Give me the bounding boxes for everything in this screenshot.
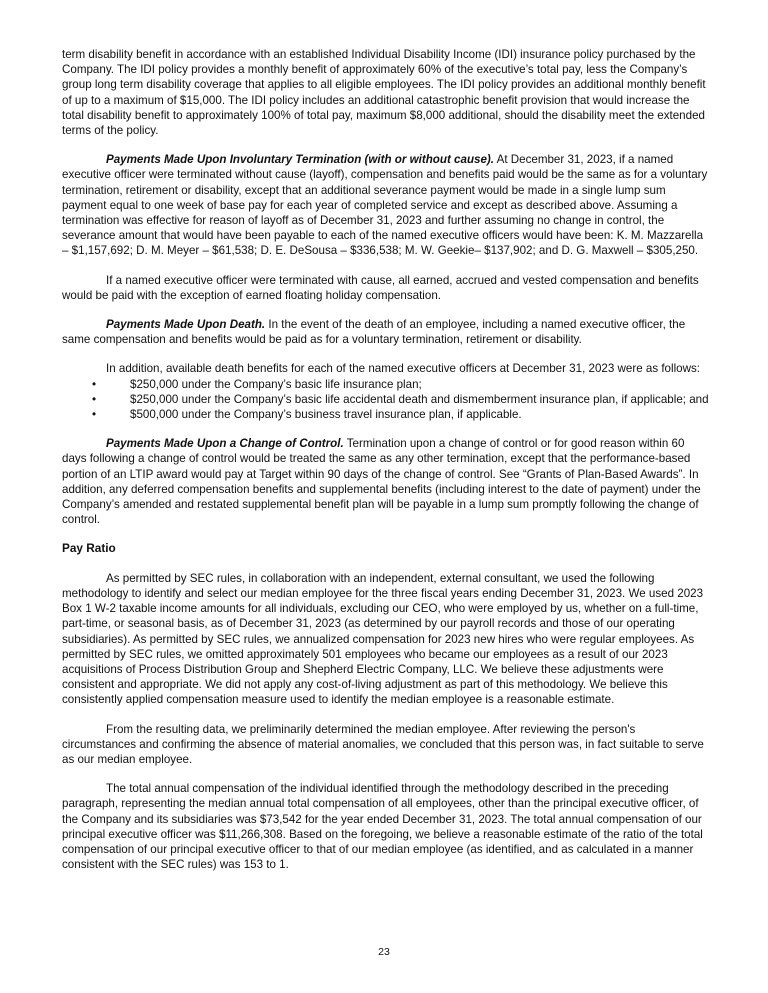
paragraph-termination-with-cause: If a named executive officer were terminated with cause, all earned, accrued and vested compensation and benefits would be paid with the exception of earned floating holiday compensation. bbox=[62, 273, 699, 302]
text-change-of-control: Termination upon a change of control or for good reason within 60 days following a change of control would be treated the same as any other termination, except that the performance-based portion of an LTIP award would pay at Target within 90 days of the change of control. See “Grants of Plan-Based Awards”. In addition, any deferred compensation benefits and supplemental benefits (including interest to the date of payment) under the Company’s amended and restated supplemental benefit plan will be payable in a lump sum promptly following the change of control. bbox=[62, 437, 701, 527]
paragraph-death-benefits-intro: In addition, available death benefits for each of the named executive officers at December 31, 2023 were as follows: bbox=[106, 362, 700, 376]
text-upon-death: In the event of the death of an employee, including a named executive officer, the same compensation and benefits would be paid as for a voluntary termination, retirement or disability. bbox=[62, 318, 686, 347]
paragraph-upon-death bbox=[62, 317, 710, 347]
list-item bbox=[62, 377, 710, 392]
paragraph-total-compensation: The total annual compensation of the individual identified through the methodology described in the preceding paragraph, representing the median annual total compensation of all employees, other than the principal executive officer, of the Company and its subsidiaries was $73,542 for the year ended December 31, 2023. The total annual compensation of our principal executive officer was $11,266,308. Based on the foregoing, we believe a reasonable estimate of the ratio of the total compensation of our principal executive officer to that of our median employee (as identified, and as calculated in a manner consistent with the SEC rules) was 153 to 1. bbox=[62, 782, 703, 872]
page-number: 23 bbox=[378, 946, 390, 958]
paragraph-median-employee: From the resulting data, we preliminarily determined the median employee. After reviewing the person's circumstances and confirming the absence of material anomalies, we concluded that this person was, in fact suitable to serve as our median employee. bbox=[62, 722, 704, 766]
lead-in-upon-death: Payments Made Upon Death. bbox=[106, 318, 266, 332]
paragraph-pay-ratio-methodology: As permitted by SEC rules, in collaboration with an independent, external consultant, we used the following methodology to identify and select our median employee for the three fiscal years ending December 31, 2023. We used 2023 Box 1 W-2 taxable income amounts for all individuals, excluding our CEO, who were employed by us, whether on a full-time, part-time, or seasonal basis, as of December 31, 2023 (as determined by our payroll records and those of our operating subsidiaries). As permitted by SEC rules, we annualized compensation for 2023 new hires who were regular employees. As permitted by SEC rules, we omitted approximately 501 employees who became our employees as a result of our 2023 acquisitions of Process Distribution Group and Shepherd Electric Company, LLC. We believe these adjustments were consistent and appropriate. We did not apply any cost-of-living adjustment as part of this methodology. We believe this consistently applied compensation measure used to identify the median employee is a reasonable estimate. bbox=[62, 571, 704, 707]
list-item-text: $250,000 under the Company’s basic life insurance plan; bbox=[130, 377, 422, 391]
death-benefits-list bbox=[62, 377, 710, 423]
paragraph-change-of-control bbox=[62, 436, 710, 527]
document-page bbox=[62, 47, 710, 886]
list-item-text: $500,000 under the Company’s business travel insurance plan, if applicable. bbox=[130, 408, 522, 422]
bullet-icon: • bbox=[92, 392, 97, 406]
paragraph-disability-continued: term disability benefit in accordance with an established Individual Disability Income (IDI) insurance policy purchased by the Company. The IDI policy provides a monthly benefit of approximately 60% of the executive’s total pay, less the Company’s group long term disability coverage that applies to all eligible employees. The IDI policy provides an additional monthly benefit of up to a maximum of $15,000. The IDI policy includes an additional catastrophic benefit provision that would increase the total disability benefit to approximately 100% of total pay, maximum $8,000 additional, should the disability meet the extended terms of the policy. bbox=[62, 48, 706, 138]
list-item bbox=[62, 392, 710, 407]
bullet-icon: • bbox=[92, 377, 97, 391]
list-item-text: $250,000 under the Company’s basic life accidental death and dismemberment insurance plan, if applicable; and bbox=[130, 392, 709, 406]
paragraph-involuntary-termination bbox=[62, 152, 710, 258]
text-involuntary-termination: At December 31, 2023, if a named executive officer were terminated without cause (layoff), compensation and benefits paid would be the same as for a voluntary termination, retirement or disability, except that an additional severance payment would be made in a single lump sum payment equal to one week of base pay for each year of completed service and except as described above. Assuming a termination was effective for reason of layoff as of December 31, 2023 and further assuming no change in control, the severance amount that would have been payable to each of the named executive officers would have been: K. M. Mazzarella – $1,157,692; D. M. Meyer – $61,538; D. E. DeSousa – $336,538; M. W. Geekie– $137,902; and D. G. Maxwell – $305,250. bbox=[62, 153, 708, 258]
lead-in-change-of-control: Payments Made Upon a Change of Control. bbox=[106, 437, 344, 451]
list-item bbox=[62, 407, 710, 422]
bullet-icon: • bbox=[92, 408, 97, 422]
section-heading-pay-ratio: Pay Ratio bbox=[62, 541, 116, 556]
lead-in-involuntary-termination: Payments Made Upon Involuntary Termination (with or without cause). bbox=[106, 153, 494, 167]
